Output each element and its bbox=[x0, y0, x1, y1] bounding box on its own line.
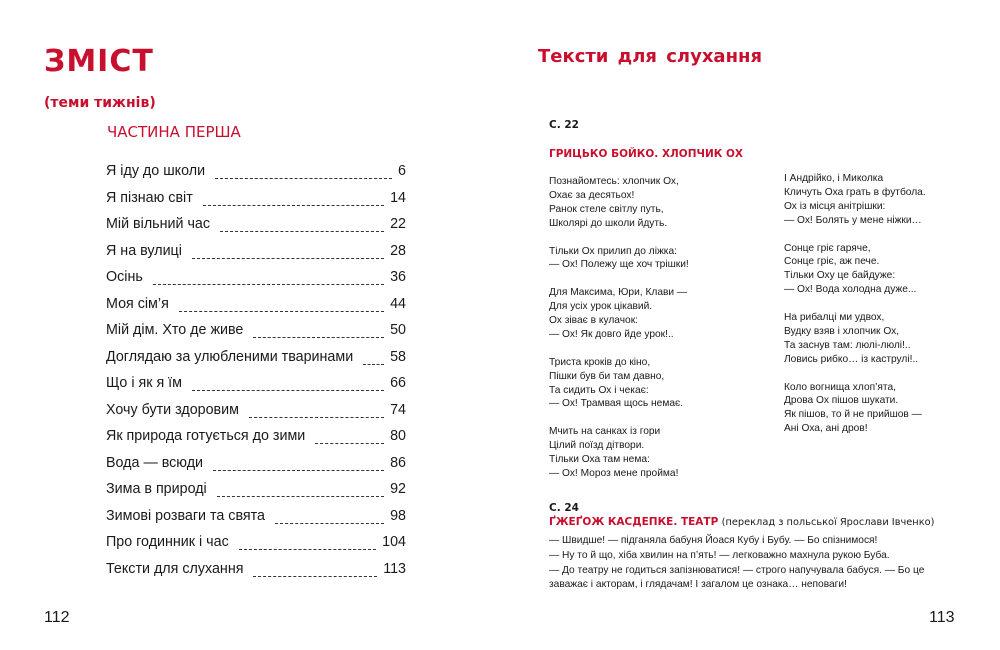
toc-row-title: Як природа готується до зими bbox=[106, 428, 306, 444]
toc-row-title: Тексти для слухання bbox=[106, 560, 244, 577]
poem-line: Ані Оха, ані дров! bbox=[784, 423, 868, 435]
poem-line: Кличуть Оха грать в футбола. bbox=[784, 186, 926, 198]
poem-line: Ох із місця анітрішки: bbox=[784, 200, 886, 212]
toc-row-page: 80 bbox=[390, 428, 406, 444]
toc-row bbox=[106, 375, 406, 402]
poem-line: Ранок стеле світлу путь, bbox=[549, 203, 664, 215]
poem-stanza bbox=[549, 356, 689, 412]
poem-line: Пішки був би там давно, bbox=[549, 370, 665, 382]
poem-line: Та заснув там: люлі-люлі!.. bbox=[784, 339, 911, 351]
toc-row-page: 86 bbox=[390, 454, 406, 471]
poem-line: Охає за десятьох! bbox=[549, 189, 635, 201]
poem-line: Для усіх урок цікавий. bbox=[549, 301, 653, 313]
poem-column-1 bbox=[549, 175, 689, 495]
toc-row bbox=[106, 455, 406, 482]
poem-line: Познайомтесь: хлопчик Ох, bbox=[549, 176, 679, 187]
toc-row bbox=[106, 216, 406, 243]
toc-leader-dashes bbox=[179, 310, 384, 312]
poem-column-2 bbox=[784, 172, 926, 450]
toc-row-page: 104 bbox=[382, 534, 406, 550]
toc-row-title: Я пізнаю світ bbox=[106, 189, 193, 206]
toc-leader-dashes bbox=[192, 257, 384, 259]
section-label-24: С. 24 bbox=[549, 502, 579, 514]
poem-line: — Ох! Полежу ще хоч трішки! bbox=[549, 259, 689, 271]
toc-leader-dashes bbox=[363, 363, 384, 365]
poem-title: ГРИЦЬКО БОЙКО. ХЛОПЧИК ОХ bbox=[549, 148, 744, 160]
poem-stanza bbox=[784, 242, 926, 298]
toc-row-title: Моя сім’я bbox=[106, 295, 169, 312]
toc-row bbox=[106, 349, 406, 376]
toc-row-title: Я іду до школи bbox=[106, 163, 206, 179]
poem-line: Дрова Ох пішов шукати. bbox=[784, 395, 899, 407]
poem-line: — Ох! Трамвая щось немає. bbox=[549, 398, 684, 410]
toc-leader-dashes bbox=[217, 495, 384, 497]
poem-stanza bbox=[549, 175, 689, 231]
toc-row bbox=[106, 163, 406, 190]
poem-line: Тільки Ох прилип до ліжка: bbox=[549, 245, 677, 257]
poem-line: Ох зіває в кулачок: bbox=[549, 315, 638, 327]
toc-row-title: Хочу бути здоровим bbox=[106, 401, 239, 418]
toc-leader-dashes bbox=[275, 522, 384, 524]
toc-row-page: 74 bbox=[390, 401, 406, 418]
toc-leader-dashes bbox=[253, 575, 377, 577]
story-text bbox=[549, 534, 957, 593]
poem-line: На рибалці ми удвох, bbox=[784, 312, 885, 324]
poem-line: — Ох! Вода холодна дуже... bbox=[784, 284, 917, 296]
poem-line: Мчить на санках із гори bbox=[549, 426, 661, 438]
story-paragraph: — Ну то й що, хіба хвилин на п’ять! — легковажно махнула рукою Буба. bbox=[549, 549, 890, 561]
poem-line: Вудку взяв і хлопчик Ох, bbox=[784, 325, 900, 337]
story-translation-note: (переклад з польської Ярослави Івченко) bbox=[721, 517, 935, 528]
toc-row-page: 92 bbox=[390, 481, 406, 497]
toc-leader-dashes bbox=[203, 204, 384, 206]
contents-title: ЗМІСТ bbox=[44, 44, 154, 79]
toc-row-title: Вода — всюди bbox=[106, 454, 204, 471]
toc-row-page: 36 bbox=[390, 269, 406, 285]
toc-row-page: 66 bbox=[390, 375, 406, 391]
part-heading: ЧАСТИНА ПЕРША bbox=[107, 123, 241, 141]
toc-row-page: 28 bbox=[390, 242, 406, 259]
poem-line: Ловись рибко… із каструлі!.. bbox=[784, 353, 919, 365]
toc-row-title: Зимові розваги та свята bbox=[106, 507, 265, 524]
poem-stanza bbox=[549, 286, 689, 342]
table-of-contents bbox=[106, 163, 406, 587]
toc-row bbox=[106, 296, 406, 323]
poem-stanza bbox=[549, 245, 689, 273]
toc-row bbox=[106, 481, 406, 508]
toc-leader-dashes bbox=[239, 548, 376, 550]
toc-row-page: 98 bbox=[390, 507, 406, 524]
toc-row bbox=[106, 322, 406, 349]
story-paragraph: — До театру не годиться запізнюватися! — строго напучувала бабуся. — Бо це заважає і акторам, і глядачам! І загалом це ознака… неповаги! bbox=[549, 564, 925, 591]
toc-row-title: Що і як я їм bbox=[106, 375, 182, 391]
toc-row-page: 44 bbox=[390, 295, 406, 312]
poem-line: Сонце гріє гаряче, bbox=[784, 242, 871, 254]
listening-texts-title: Тексти для слухання bbox=[538, 46, 763, 67]
toc-leader-dashes bbox=[220, 230, 384, 232]
toc-row bbox=[106, 428, 406, 455]
poem-line: Триста кроків до кіно, bbox=[549, 356, 651, 368]
toc-row bbox=[106, 190, 406, 217]
poem-line: І Андрійко, і Миколка bbox=[784, 173, 884, 184]
poem-line: Сонце гріє, аж пече. bbox=[784, 256, 880, 268]
poem-line: Коло вогнища хлоп’ята, bbox=[784, 381, 896, 393]
poem-line: Школярі до школи йдуть. bbox=[549, 217, 668, 229]
toc-leader-dashes bbox=[215, 177, 392, 179]
page-number-left: 112 bbox=[44, 609, 70, 626]
toc-row bbox=[106, 402, 406, 429]
contents-subtitle: (теми тижнів) bbox=[44, 95, 156, 111]
toc-row-page: 58 bbox=[390, 348, 406, 365]
story-title: ҐЖЕҐОЖ КАСДЕПКЕ. ТЕАТР bbox=[549, 516, 719, 528]
poem-line: — Ох! Як довго йде урок!.. bbox=[549, 328, 674, 340]
toc-row bbox=[106, 534, 406, 561]
poem-stanza bbox=[549, 425, 689, 481]
toc-row bbox=[106, 561, 406, 588]
toc-row-page: 6 bbox=[398, 163, 406, 179]
poem-line: Тільки Оха там нема: bbox=[549, 454, 650, 466]
toc-row bbox=[106, 508, 406, 535]
poem-line: Тільки Оху це байдуже: bbox=[784, 270, 896, 282]
toc-row-title: Доглядаю за улюбленими тваринами bbox=[106, 348, 354, 365]
poem-line: Цілий поїзд дітвори. bbox=[549, 440, 645, 452]
story-heading bbox=[549, 516, 934, 528]
toc-leader-dashes bbox=[153, 283, 384, 285]
toc-leader-dashes bbox=[192, 389, 384, 391]
toc-row bbox=[106, 243, 406, 270]
toc-row-page: 113 bbox=[383, 560, 406, 577]
page-number-right: 113 bbox=[929, 609, 955, 626]
poem-line: Як пішов, то й не прийшов — bbox=[784, 409, 922, 421]
toc-row-title: Осінь bbox=[106, 269, 143, 285]
toc-leader-dashes bbox=[253, 336, 384, 338]
poem-line: Для Максима, Юри, Клави — bbox=[549, 287, 688, 299]
toc-row-title: Мій дім. Хто де живе bbox=[106, 322, 244, 338]
toc-row-title: Я на вулиці bbox=[106, 242, 182, 259]
toc-row-page: 14 bbox=[390, 189, 406, 206]
toc-leader-dashes bbox=[315, 442, 384, 444]
toc-row bbox=[106, 269, 406, 296]
poem-line: — Ох! Мороз мене пройма! bbox=[549, 467, 679, 479]
poem-stanza bbox=[784, 172, 926, 228]
story-paragraph: — Швидше! — підганяла бабуня Йоася Кубу і Бубу. — Бо спізнимося! bbox=[549, 535, 878, 546]
toc-leader-dashes bbox=[249, 416, 384, 418]
toc-row-page: 22 bbox=[390, 216, 406, 232]
toc-row-title: Про годинник і час bbox=[106, 534, 229, 550]
poem-stanza bbox=[784, 381, 926, 437]
section-label-22: С. 22 bbox=[549, 119, 579, 131]
toc-row-page: 50 bbox=[390, 322, 406, 338]
toc-row-title: Зима в природі bbox=[106, 481, 207, 497]
poem-line: Та сидить Ох і чекає: bbox=[549, 384, 649, 396]
poem-stanza bbox=[784, 311, 926, 367]
toc-leader-dashes bbox=[213, 469, 384, 471]
toc-row-title: Мій вільний час bbox=[106, 216, 210, 232]
poem-line: — Ох! Болять у мене ніжки… bbox=[784, 214, 922, 226]
